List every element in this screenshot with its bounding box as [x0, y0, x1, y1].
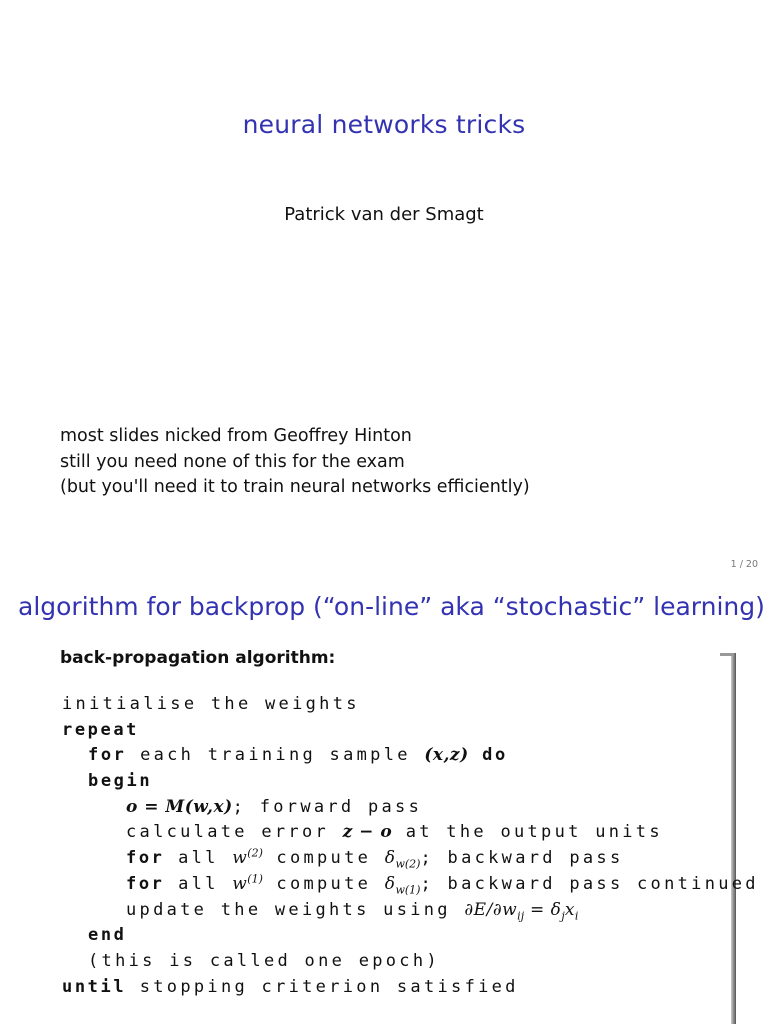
algorithm-heading: back-propagation algorithm: — [60, 648, 336, 668]
math-sub: w(1) — [395, 883, 421, 897]
code-text: (this is called one epoch) — [88, 950, 440, 971]
keyword-for: for — [126, 848, 165, 869]
code-line — [62, 743, 742, 769]
code-text: initialise the weights — [62, 694, 360, 714]
code-line — [62, 975, 742, 1001]
code-line — [62, 898, 742, 924]
math-delta2 — [384, 848, 421, 871]
math-sup: (1) — [247, 872, 263, 886]
math-sup: (2) — [247, 846, 263, 860]
code-text: ; forward pass — [232, 796, 423, 817]
slide-title: algorithm for backprop (“on-line” aka “stochastic” learning) — [18, 592, 765, 621]
math-sub: i — [574, 908, 579, 922]
math-sub: ij — [517, 908, 525, 922]
math-delta1 — [384, 873, 421, 897]
math-var: w — [232, 848, 248, 869]
slide-2 — [0, 577, 768, 1024]
keyword-end: end — [88, 925, 127, 946]
code-text: compute — [276, 873, 372, 894]
math-w1 — [232, 874, 263, 894]
math-sub: j — [561, 908, 565, 922]
code-line — [62, 769, 742, 795]
math-var: = δ — [524, 899, 562, 920]
code-line — [62, 872, 759, 898]
math-forward: o = M(w,x) — [126, 796, 233, 817]
slide-notes — [60, 424, 530, 501]
math-sub: w(2) — [395, 857, 421, 871]
note-line: still you need none of this for the exam — [60, 451, 405, 472]
math-var: ∂E/∂w — [464, 899, 518, 920]
code-text: at the output units — [405, 822, 663, 843]
code-line — [62, 718, 742, 744]
keyword-repeat: repeat — [62, 719, 140, 740]
note-line: most slides nicked from Geoffrey Hinton — [60, 426, 412, 446]
algorithm-code — [62, 692, 759, 1000]
code-text: all — [178, 848, 219, 869]
code-text: calculate error — [126, 822, 330, 843]
note-line: (but you'll need it to train neural networks efficiently) — [60, 477, 530, 497]
box-shadow-corner — [720, 653, 734, 656]
code-text: stopping criterion satisfied — [139, 976, 519, 997]
code-text: update the weights using — [126, 899, 451, 920]
slide-title: neural networks tricks — [242, 110, 526, 139]
math-var: w — [232, 873, 248, 894]
code-text: ; backward pass — [420, 848, 624, 869]
keyword-until: until — [62, 976, 127, 997]
math-w2 — [232, 848, 263, 868]
keyword-do: do — [482, 745, 508, 766]
code-line — [62, 820, 742, 846]
code-text: ; backward pass continued — [420, 873, 759, 894]
keyword-for: for — [88, 745, 127, 766]
code-text: compute — [276, 848, 372, 869]
code-text: all — [178, 873, 219, 894]
math-var: δ — [384, 873, 396, 894]
math-var: δ — [384, 848, 396, 869]
code-line — [62, 846, 742, 872]
math-sample: (x,z) — [424, 745, 469, 766]
code-line — [62, 949, 742, 975]
code-text: each training sample — [140, 745, 411, 766]
keyword-begin: begin — [88, 771, 153, 792]
math-update — [464, 900, 578, 920]
code-line — [62, 923, 742, 949]
math-error: z − o — [342, 822, 393, 843]
slide-author: Patrick van der Smagt — [284, 204, 484, 225]
math-var: x — [564, 899, 575, 920]
keyword-for: for — [126, 873, 165, 894]
code-line — [62, 795, 742, 821]
page-number: 1 / 20 — [730, 559, 758, 570]
code-line — [62, 692, 742, 718]
